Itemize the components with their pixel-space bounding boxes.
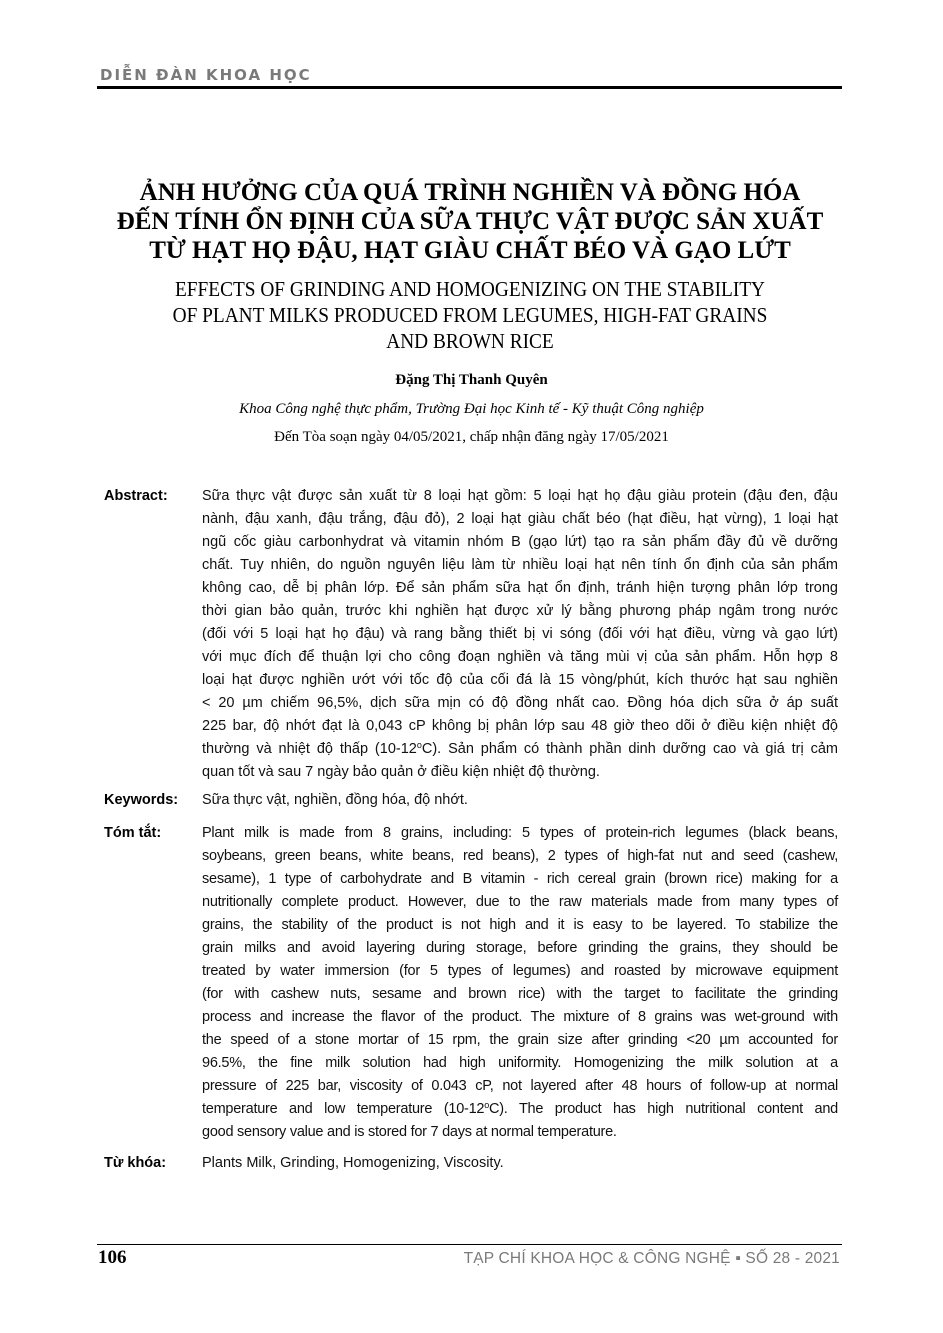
abstract-line: thời gian bảo quản, trước khi nghiền hạt được xử lý bằng phương pháp ngâm trong nước [202, 603, 838, 619]
tomtat-line: grain milks and avoid layering during storage, before grinding the grains, they should be [202, 940, 838, 956]
received-dates: Đến Tòa soạn ngày 04/05/2021, chấp nhận đăng ngày 17/05/2021 [274, 429, 669, 445]
journal-name: TẠP CHÍ KHOA HỌC & CÔNG NGHỆ ▪ SỐ 28 - 2021 [463, 1250, 840, 1267]
tomtat-line: sesame), 1 type of carbohydrate and B vitamin - rich cereal grain (brown rice) making for a [202, 871, 838, 887]
abstract-label: Abstract: [104, 488, 168, 504]
title-english [139, 276, 801, 354]
tomtat-line: good sensory value and is stored for 7 days at normal temperature. [202, 1124, 617, 1140]
abstract-line: Sữa thực vật được sản xuất từ 8 loại hạt gồm: 5 loại hạt họ đậu giàu protein (đậu đen, đậu [202, 488, 838, 504]
tomtat-line: soybeans, green beans, white beans, red beans), 2 types of high-fat nut and seed (cashew, [202, 848, 838, 864]
abstract-line: quan tốt và sau 7 ngày bảo quản ở điều kiện nhiệt độ thường. [202, 764, 600, 780]
title-en-line: OF PLANT MILKS PRODUCED FROM LEGUMES, HIGH-FAT GRAINS [172, 303, 768, 327]
tomtat-line: grains, the stability of the product is not high and it is easy to be layered. To stabilize the [202, 917, 838, 933]
section-header: DIỄN ĐÀN KHOA HỌC [100, 66, 312, 84]
tomtat-line: the speed of a stone mortar of 15 rpm, the grain size after grinding <20 µm accounted for [202, 1032, 838, 1048]
abstract-line-part: thường và nhiệt độ thấp (10-12 [202, 741, 417, 757]
tomtat-line: 96.5%, the fine milk solution had high uniformity. Homogenizing the milk solution at a [202, 1055, 838, 1071]
degree-superscript: o [416, 740, 422, 750]
abstract-line: nành, đậu xanh, đậu trắng, đậu đỏ), 2 loại hạt giàu chất béo (hạt điều, hạt vừng), 1 loại hạt [202, 511, 838, 527]
title-vi-line: ĐẾN TÍNH ỔN ĐỊNH CỦA SỮA THỰC VẬT ĐƯỢC SẢN XUẤT [116, 208, 824, 235]
author-affiliation: Khoa Công nghệ thực phẩm, Trường Đại học Kinh tế - Kỹ thuật Công nghiệp [239, 401, 704, 417]
abstract-line-part: C). Sản phẩm có thành phần dinh dưỡng cao và giá trị cảm [421, 741, 839, 757]
title-vi-line: ẢNH HƯỞNG CỦA QUÁ TRÌNH NGHIỀN VÀ ĐỒNG HÓA [139, 179, 801, 206]
abstract-line: 225 bar, độ nhớt đạt là 0,043 cP không bị phân lớp sau 48 giờ theo dõi ở điều kiện nhiệt độ [202, 718, 838, 734]
tukhoa-label: Từ khóa: [104, 1155, 167, 1171]
author-name: Đặng Thị Thanh Quyên [395, 372, 548, 388]
abstract-line: với mục đích để thuận lợi cho công đoạn nghiền và tăng mùi vị của sản phẩm. Hỗn hợp 8 [202, 649, 838, 665]
title-en-line: AND BROWN RICE [386, 329, 554, 353]
page-number: 106 [98, 1247, 127, 1268]
abstract-line: chất. Tuy nhiên, do nguồn nguyên liệu làm từ nhiều loại hạt nên tính ổn định của sản phẩm [202, 557, 838, 573]
bottom-rule [97, 1244, 842, 1245]
abstract-text [202, 485, 838, 784]
tomtat-line [202, 1098, 838, 1121]
tomtat-line: nutritionally complete product. However, due to the raw materials made from many types of [202, 894, 838, 910]
abstract-line: < 20 µm chiếm 96,5%, dịch sữa mịn có độ đồng nhất cao. Đồng hóa dịch sữa ở áp suất [202, 695, 838, 711]
tomtat-line-part: C). The product has high nutritional content and [489, 1101, 838, 1117]
tomtat-line-part: temperature and low temperature (10-12 [202, 1101, 485, 1117]
tomtat-line: process and increase the flavor of the product. The mixture of 8 grains was wet-ground with [202, 1009, 838, 1025]
abstract-line: ngũ cốc giàu carbonhydrat và vitamin nhóm B (gạo lứt) tạo ra sản phẩm đầy đủ về dưỡng [202, 534, 838, 550]
tomtat-label: Tóm tắt: [104, 825, 162, 841]
title-vi-line: TỪ HẠT HỌ ĐẬU, HẠT GIÀU CHẤT BÉO VÀ GẠO LỨT [149, 237, 791, 264]
tomtat-text [202, 822, 838, 1144]
abstract-line: (đối với 5 loại hạt họ đậu) và rang bằng thiết bị vi sóng (đối với hạt điều, vừng và gạo lứt) [202, 626, 838, 642]
title-en-line: EFFECTS OF GRINDING AND HOMOGENIZING ON THE STABILITY [174, 277, 766, 301]
top-rule [97, 86, 842, 89]
keywords-line: Sữa thực vật, nghiền, đồng hóa, độ nhớt. [202, 792, 468, 808]
tomtat-line: Plant milk is made from 8 grains, including: 5 types of protein-rich legumes (black beans, [202, 825, 838, 841]
abstract-line [202, 738, 838, 761]
tomtat-line: (for with cashew nuts, sesame and brown rice) with the target to facilitate the grinding [202, 986, 838, 1002]
title-vietnamese [110, 178, 830, 265]
keywords-text [202, 789, 838, 812]
tomtat-line: pressure of 225 bar, viscosity of 0.043 cP, not layered after 48 hours of follow-up at normal [202, 1078, 838, 1094]
degree-superscript: o [484, 1100, 489, 1110]
keywords-label: Keywords: [104, 792, 179, 808]
tukhoa-text [202, 1152, 838, 1175]
abstract-line: loại hạt được nghiền ướt với tốc độ của cối đá là 15 vòng/phút, kích thước hạt sau nghiền [202, 672, 838, 688]
abstract-line: không cao, dễ bị phân lớp. Để sản phẩm sữa hạt ổn định, tránh hiện tượng phân lớp trong [202, 580, 838, 596]
tukhoa-line: Plants Milk, Grinding, Homogenizing, Viscosity. [202, 1155, 504, 1171]
tomtat-line: treated by water immersion (for 5 types of legumes) and roasted by microwave equipment [202, 963, 838, 979]
